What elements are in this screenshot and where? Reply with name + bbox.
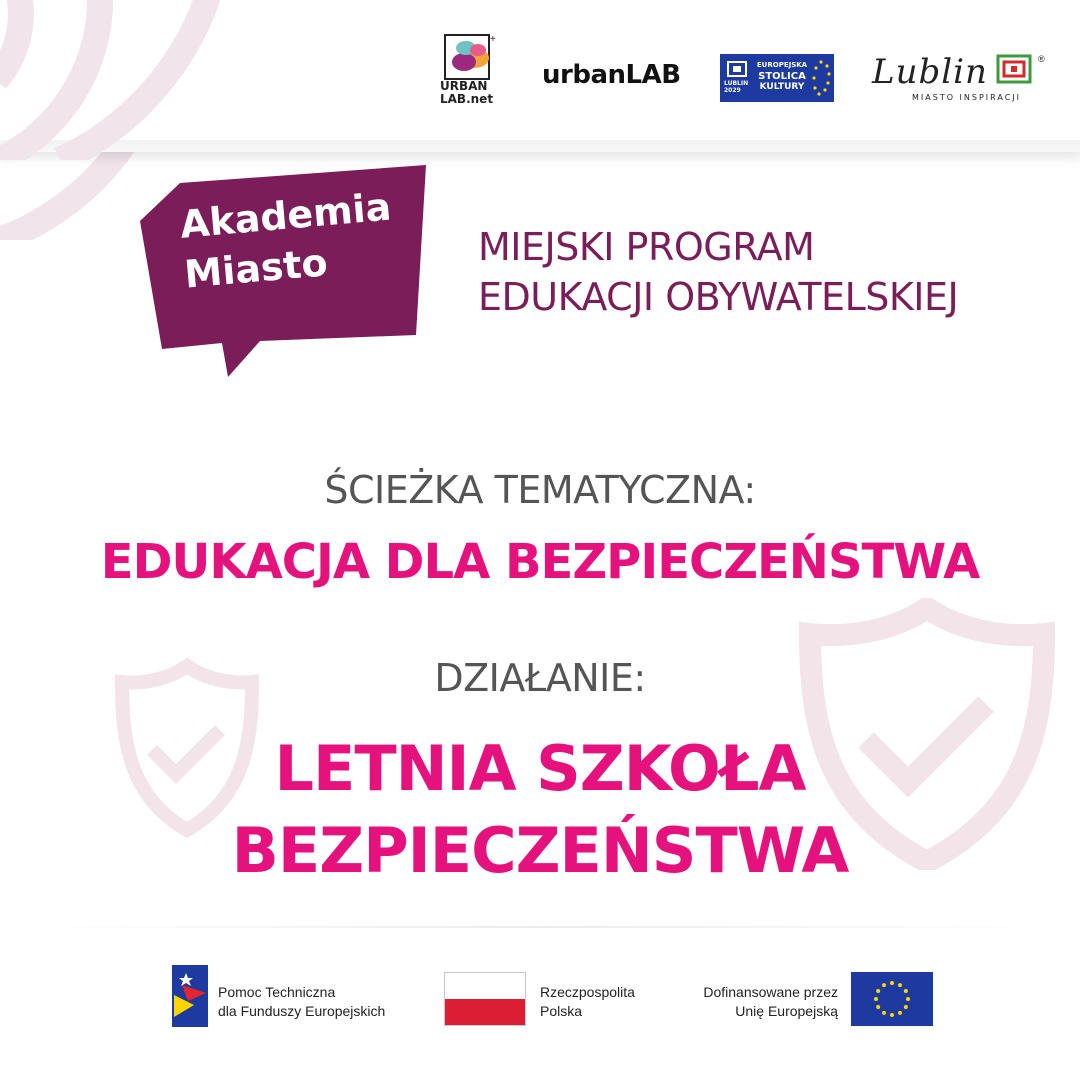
poland-logo-text: [540, 983, 635, 1021]
esk-side-line2: 2029: [724, 87, 741, 94]
esk-line3: KULTURY: [759, 82, 805, 92]
eu-star-icon: [874, 997, 878, 1001]
action-value-line1: LETNIA SZKOŁA: [274, 732, 806, 805]
thematic-path-value: EDUKACJA DLA BEZPIECZEŃSTWA: [100, 534, 980, 590]
urbanlab-net-blob-logo: [444, 34, 496, 80]
action-value-line2: BEZPIECZEŃSTWA: [231, 814, 849, 887]
esk-line2: STOLICA: [758, 71, 806, 82]
eu-funding-text: [660, 983, 838, 1021]
eu-star-icon: [882, 983, 886, 987]
urbanlab-net-line1: URBAN: [440, 79, 488, 93]
eu-star-icon: [876, 989, 880, 993]
eu-star-icon: [906, 997, 910, 1001]
eu-star-icon: [890, 981, 894, 985]
thematic-path-label: ŚCIEŻKA TEMATYCZNA:: [324, 468, 756, 512]
footer-divider: [30, 926, 1050, 928]
poland-line1: Rzeczpospolita: [540, 984, 635, 1000]
lublin-logo-wordmark: Lublin: [872, 52, 988, 92]
badge-line1: Akademia: [178, 184, 393, 247]
decorative-arcs-front: [0, 0, 460, 160]
eu-line1: Dofinansowane przez: [703, 984, 838, 1000]
esk-line1: EUROPEJSKA: [756, 61, 808, 69]
poland-flag: [444, 972, 526, 1026]
urbanlab-prefix: urban: [542, 60, 626, 90]
european-funds-logo-text: [218, 983, 385, 1021]
action-label: DZIAŁANIE:: [434, 656, 646, 700]
european-funds-logo-icon: [168, 965, 212, 1027]
eu-star-icon: [898, 983, 902, 987]
eu-line2: Unię Europejską: [735, 1003, 838, 1019]
svg-text:+: +: [490, 34, 496, 45]
european-capital-of-culture-logo: [720, 54, 834, 102]
eu-star-icon: [876, 1005, 880, 1009]
akademia-miasto-badge-text: [178, 180, 416, 300]
lublin-crest-icon: [994, 52, 1034, 86]
esk-side-line1: LUBLIN: [724, 80, 749, 87]
program-title-line2: EDUKACJI OBYWATELSKIEJ: [478, 275, 959, 319]
badge-line2: Miasto: [182, 240, 330, 297]
action-value: [0, 728, 1080, 892]
eu-star-icon: [898, 1011, 902, 1015]
urbanlab-logo: [542, 60, 681, 90]
urbanlab-net-logo-text: [440, 80, 500, 106]
fund-line1: Pomoc Techniczna: [218, 984, 336, 1000]
program-title-line1: MIEJSKI PROGRAM: [478, 225, 815, 269]
eu-star-icon: [882, 1011, 886, 1015]
lublin-registered-mark: ®: [1038, 54, 1045, 64]
eu-star-icon: [904, 1005, 908, 1009]
eu-flag: [851, 972, 933, 1026]
eu-stars-icon: [810, 58, 832, 98]
program-title: [478, 222, 958, 322]
urbanlab-suffix: LAB: [625, 60, 681, 90]
eu-star-icon: [890, 1013, 894, 1017]
urbanlab-net-line2: LAB.net: [440, 92, 494, 106]
lublin-logo-tagline: MIASTO INSPIRACJI: [912, 93, 1022, 102]
fund-line2: dla Funduszy Europejskich: [218, 1003, 386, 1019]
esk-text: [752, 60, 812, 93]
poland-line2: Polska: [540, 1003, 583, 1019]
eu-star-icon: [904, 989, 908, 993]
